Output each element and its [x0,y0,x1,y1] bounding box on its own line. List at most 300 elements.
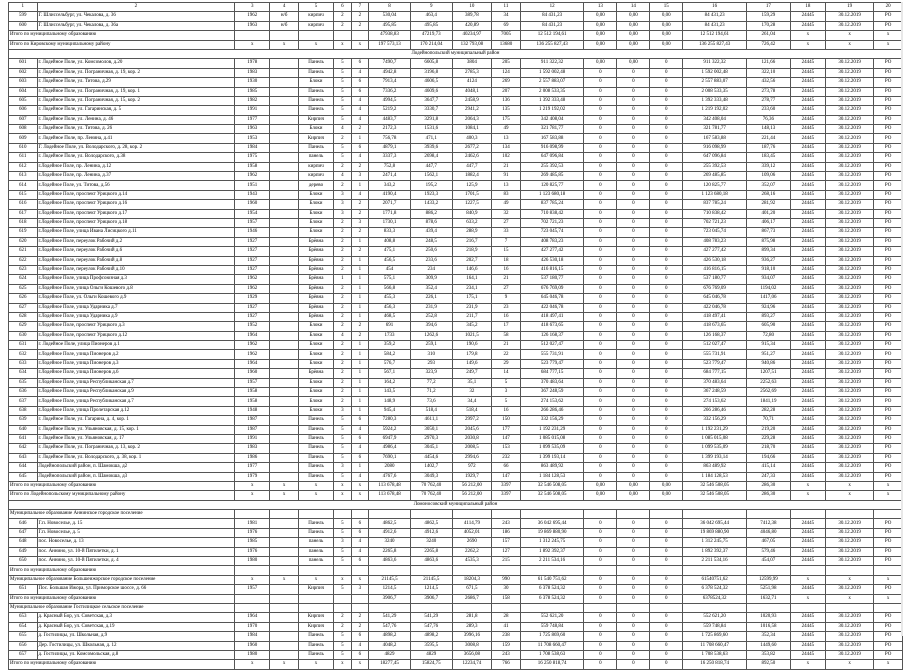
table-cell: 40234,97 [452,31,492,40]
table-cell: 24445 [790,538,825,547]
table-cell: 0 [584,369,617,378]
section-heading-row [9,49,903,58]
table-cell: 640 [9,425,38,434]
table-cell: 4898,2 [369,632,411,641]
table-cell [270,547,299,556]
table-cell: 3 [334,209,352,218]
table-cell: 5 [334,528,352,537]
table-cell [452,510,492,519]
table-cell: 0 [617,228,650,237]
table-cell: 447,7 [410,162,452,171]
table-row [9,294,903,303]
table-cell: 0 [617,218,650,227]
table-cell: 0,00 [584,59,617,68]
table-cell [270,96,299,105]
table-cell: 512 027,47 [520,341,584,350]
table-cell: 12 512 194,61 [520,31,584,40]
table-cell: 1977 [235,463,270,472]
table-cell [790,510,825,519]
table-cell: 6 [351,650,369,659]
table-cell: Брёвна [298,303,333,312]
table-cell: 1927 [235,237,270,246]
table-cell: 0 [650,369,683,378]
table-cell: 286,30 [746,491,790,500]
table-cell: Панель [298,59,333,68]
table-cell: 645 046,78 [683,294,747,303]
table-cell: 2 [334,228,352,237]
table-cell: 221,44 [746,134,790,143]
table-cell: 1930 [235,78,270,87]
table-cell: х [334,660,352,669]
table-cell: 24445 [790,341,825,350]
table-cell: 1 [351,312,369,321]
table-cell: 2 008 533,35 [683,87,747,96]
column-number: 2 [37,3,235,12]
table-cell: 0 [650,190,683,199]
table-cell: 3240 [369,538,411,547]
table-cell: 603 [9,78,38,87]
table-cell [520,510,584,519]
table-cell: 18277,45 [369,660,411,669]
table-cell: 1991 [235,106,270,115]
column-number: 16 [683,3,747,12]
table-cell: РО [874,12,903,21]
table-cell: 0 [617,613,650,622]
table-cell: 205 [492,59,521,68]
table-cell: х [298,481,333,490]
table-cell: 0 [650,294,683,303]
table-cell: 408 783,23 [683,237,747,246]
table-cell: 1 [351,406,369,415]
table-cell: 113 678,48 [369,491,411,500]
table-cell: 102 [492,153,521,162]
table-cell: 153 [492,444,521,453]
table-cell: 0 [617,472,650,481]
table-cell: 0,00 [617,12,650,21]
table-cell [452,566,492,575]
table-cell: 30.12.2019 [825,256,873,265]
table-cell: 30.12.2019 [825,87,873,96]
table-cell: х [334,491,352,500]
table-cell: 34 [492,12,521,21]
table-cell: 4 [334,172,352,181]
table-cell: 3330,7 [410,106,452,115]
table-cell: 56 212,00 [452,491,492,500]
table-cell: 899,34 [746,247,790,256]
section-heading: Ломоносовский муниципальный район [9,500,903,509]
table-cell: 647 096,84 [683,153,747,162]
table-row [9,303,903,312]
table-cell: 0 [584,594,617,603]
table-row [9,312,903,321]
table-cell: 3 [351,585,369,594]
table-cell: х [351,40,369,49]
table-cell: 5251,98 [746,585,790,594]
address-cell: Дер. Гостилицы, ул. Школьная, д. 12 [37,641,235,650]
table-cell: 607 [9,115,38,124]
section-heading-row [9,500,903,509]
table-cell: 2 [334,21,352,30]
table-row [9,200,903,209]
table-cell: 7412,38 [746,519,790,528]
table-cell: 2 [351,613,369,622]
address-cell: г.Лодейное Поле, улица Ивана Лисицкого д.11 [37,228,235,237]
table-cell: 684 777,15 [520,369,584,378]
address-cell: д. Гостилицы, ул. Комсомольская, д.8 [37,650,235,659]
table-cell: 631 [9,341,38,350]
table-cell: 1987 [235,425,270,434]
table-cell: 454 [369,265,411,274]
table-cell: 0 [584,312,617,321]
table-cell: 0 [584,96,617,105]
table-cell [617,510,650,519]
table-cell: РО [874,59,903,68]
table-cell: 207 [492,87,521,96]
table-cell: 1402,7 [410,463,452,472]
table-cell: х [790,481,825,490]
table-cell: 878,6 [410,218,452,227]
table-cell: н/б [270,12,299,21]
table-cell: 0 [650,228,683,237]
table-cell: 136 255 827,43 [520,40,584,49]
table-cell: 0 [617,463,650,472]
table-cell: 537 180,77 [683,275,747,284]
row-label: Итого по Лодейнопольскому муниципальному району [9,491,235,500]
table-cell: 84 431,23 [683,12,747,21]
table-cell: 21 [492,275,521,284]
table-cell: 0 [584,172,617,181]
table-cell: 1084,1 [452,125,492,134]
table-cell: 3656,08 [452,650,492,659]
table-cell: 1978 [235,59,270,68]
table-cell: 0,00 [617,481,650,490]
table-cell [270,594,299,603]
table-cell: 24445 [790,256,825,265]
table-cell: 24445 [790,172,825,181]
table-cell: 1985 [235,87,270,96]
table-cell: 0 [584,359,617,368]
table-cell: 691 [369,322,411,331]
table-cell: 3397 [492,491,521,500]
table-cell: 70 762,40 [410,491,452,500]
table-cell: 863 489,92 [520,463,584,472]
table-cell: 6 [351,528,369,537]
table-cell: 1981 [235,519,270,528]
table-row [9,528,903,537]
table-cell: 0 [584,650,617,659]
table-cell: 5 [334,453,352,462]
table-cell: 0 [617,256,650,265]
address-cell: д. Красный Бор, ул. Советская, д.3 [37,613,235,622]
table-cell: 1882,4 [452,172,492,181]
table-cell: 281,8 [452,613,492,622]
table-cell: Панель [298,519,333,528]
table-cell: 27 [492,284,521,293]
table-cell: 645 046,78 [520,294,584,303]
subtotal-row [9,510,903,519]
table-cell [270,275,299,284]
table-cell: 1 [351,359,369,368]
table-cell: 1962 [235,350,270,359]
table-cell: 1964 [235,359,270,368]
subtotal-row [9,575,903,584]
table-cell: Панель [298,106,333,115]
table-cell: 934,07 [746,275,790,284]
table-cell: 615 [9,190,38,199]
table-cell: 24445 [790,59,825,68]
table-cell: 2252,63 [746,378,790,387]
table-cell: 2 [351,331,369,340]
table-cell: 0 [617,106,650,115]
table-cell: 0 [617,594,650,603]
table-cell: 2 [334,218,352,227]
table-cell: 0 [617,172,650,181]
table-cell: 1958 [235,162,270,171]
table-cell: 1963 [235,21,270,30]
table-cell: 0 [617,453,650,462]
table-cell: 2008,5 [452,444,492,453]
table-cell: 644 [9,463,38,472]
table-cell: 24445 [790,78,825,87]
table-cell [298,510,333,519]
address-cell: г. Лодейное Поле, ул. Ульяновская, д. 17 [37,434,235,443]
table-cell: 32 546 508,05 [520,481,584,490]
table-cell: РО [874,369,903,378]
table-cell: 1962 [235,275,270,284]
column-number: 19 [825,3,873,12]
table-cell: 321 781,77 [520,125,584,134]
table-cell: 9 [492,294,521,303]
table-cell: 3906,7 [410,594,452,603]
table-cell: 24445 [790,106,825,115]
table-cell: 2471,4 [369,172,411,181]
table-cell: 2 [334,247,352,256]
table-cell: 0 [584,265,617,274]
table-cell [270,641,299,650]
table-cell [270,181,299,190]
table-cell: РО [874,453,903,462]
table-cell: 7280,3 [369,416,411,425]
table-cell: 30.12.2019 [825,613,873,622]
table-cell [270,143,299,152]
table-row [9,538,903,547]
table-cell: 2 [334,134,352,143]
table-cell: 30.12.2019 [825,218,873,227]
table-cell: Кирпич [298,622,333,631]
address-cell: г. Лодейное Поле, ул. Пограничная, д. 13, кор. 2 [37,444,235,453]
table-cell: Панель [298,425,333,434]
table-cell: 30.12.2019 [825,406,873,415]
table-cell: 628 [9,312,38,321]
table-cell: 32 [492,209,521,218]
table-cell: 0 [584,613,617,622]
table-cell: 266 286,46 [683,406,747,415]
table-cell: 30.12.2019 [825,622,873,631]
table-cell: 0 [617,660,650,669]
table-row [9,406,903,415]
table-cell: 422 046,78 [520,303,584,312]
table-cell: 29 [492,359,521,368]
table-cell: 195,2 [410,181,452,190]
table-cell: 1923,3 [410,190,452,199]
table-cell: 455,3 [369,294,411,303]
table-cell: х [235,40,270,49]
table-cell: 30.12.2019 [825,247,873,256]
table-cell: 3397 [492,481,521,490]
table-cell: 408 783,23 [520,237,584,246]
table-cell: 0 [584,519,617,528]
table-cell: 22 [492,350,521,359]
table-cell: РО [874,87,903,96]
table-cell: 24445 [790,134,825,143]
table-cell [790,604,825,613]
table-cell: РО [874,125,903,134]
address-cell: г.Лодейное Поле, улица Пионеров д.2 [37,350,235,359]
table-cell: 0 [650,237,683,246]
table-cell: РО [874,143,903,152]
table-cell [270,557,299,566]
table-cell [492,566,521,575]
table-cell: 2 [334,303,352,312]
table-cell: х [235,481,270,490]
table-cell: 147 [492,472,521,481]
table-cell: 49 [492,200,521,209]
table-cell: 7690,1 [369,453,411,462]
table-cell: 2 [351,247,369,256]
table-cell: 12 512 194,61 [683,31,747,40]
table-cell: 0 [617,284,650,293]
table-cell: 91 [492,172,521,181]
table-cell: 552 621,20 [683,613,747,622]
table-cell: 766 [492,660,521,669]
table-cell: РО [874,172,903,181]
table-cell: 218,9 [452,247,492,256]
table-cell: 6 [351,453,369,462]
table-cell: 4124 [452,78,492,87]
table-cell: 0 [584,237,617,246]
table-cell: РО [874,425,903,434]
table-cell: 21145,5 [369,575,411,584]
table-cell: 1 [351,463,369,472]
table-cell: 1 [351,275,369,284]
table-cell: 1 399 193,14 [520,453,584,462]
table-cell: 30.12.2019 [825,12,873,21]
table-cell: 30.12.2019 [825,294,873,303]
table-cell: 7336,2 [369,87,411,96]
table-cell: 916 098,99 [683,143,747,152]
table-cell: 0,00 [584,40,617,49]
table-cell: Блоки [298,350,333,359]
table-cell: 157 [492,538,521,547]
table-cell: 24445 [790,153,825,162]
table-cell: 0 [650,106,683,115]
table-cell: 202,7 [452,256,492,265]
address-cell: Г. Шлиссельбург, ул. Чекалова, д. 36а [37,21,235,30]
table-cell: х [874,40,903,49]
table-cell: 187,76 [746,143,790,152]
table-cell: 4986,4 [369,444,411,453]
table-cell: 273,78 [746,87,790,96]
table-cell: х [790,40,825,49]
table-cell: 2994,6 [452,453,492,462]
table-cell: 3008,8 [452,641,492,650]
address-cell: г. Лодейное Поле, ул. Гагаринская, д. 5 [37,106,235,115]
table-cell: Панель [298,632,333,641]
table-cell [298,566,333,575]
address-cell: Г.п. Новоселье, д. 5 [37,528,235,537]
table-cell: 226,1 [410,294,452,303]
table-cell: 0 [650,519,683,528]
table-cell: Брёвна [298,256,333,265]
table-cell: 495,85 [369,21,411,30]
table-cell: х [351,575,369,584]
table-cell: РО [874,134,903,143]
table-cell: 0 [617,538,650,547]
table-cell: 2 [334,341,352,350]
table-cell: 3906,7 [369,594,411,603]
table-cell: 1021,5 [452,331,492,340]
address-cell: д. Красный Бор, ул. Советская, д.19 [37,622,235,631]
address-cell: г. Лодейное Поле, ул. Титова, д.29 [37,78,235,87]
table-cell: 0 [617,519,650,528]
table-cell: 27 [492,218,521,227]
table-cell: 418 673,65 [520,322,584,331]
table-cell: 2458,9 [452,96,492,105]
table-cell [492,510,521,519]
table-cell: 1 592 002,48 [683,68,747,77]
table-cell: х [874,491,903,500]
table-cell [270,31,299,40]
address-cell: г.Лодейное Поле, переулок Рабочий д.10 [37,265,235,274]
table-cell: 164,2 [369,378,411,387]
table-cell: 310 [410,350,452,359]
table-cell [351,31,369,40]
table-cell: 467,05 [746,538,790,547]
table-cell [270,59,299,68]
table-cell: РО [874,294,903,303]
table-cell: 0 [584,622,617,631]
table-cell: 3939,6 [410,143,452,152]
table-cell: 2997,2 [452,416,492,425]
table-cell [683,604,747,613]
table-cell: 1963 [235,125,270,134]
table-cell: 0 [584,200,617,209]
table-cell: РО [874,472,903,481]
table-cell: 0 [617,547,650,556]
table-cell: 0 [584,388,617,397]
table-cell: 0 [650,143,683,152]
table-cell: 0 [617,153,650,162]
address-cell: г. Лодейное Поле, ул. Пограничная, д. 15, кор. 2 [37,96,235,105]
table-cell: 1977 [235,115,270,124]
table-cell: 408,8 [369,237,411,246]
table-cell: 2785,3 [452,68,492,77]
table-cell: 0 [584,181,617,190]
table-cell: 0 [650,209,683,218]
table-cell: 5 [334,519,352,528]
address-cell: г.Лодейное Поле, улица Профсоюзная д.3 [37,275,235,284]
table-cell: 84 431,23 [683,21,747,30]
table-cell: 4942,8 [369,68,411,77]
table-cell: 4863,6 [369,557,411,566]
table-cell: 2 [334,265,352,274]
table-cell: 132 793,08 [452,40,492,49]
table-cell: 863 489,92 [683,463,747,472]
table-cell: 1 [351,350,369,359]
table-cell [825,566,873,575]
table-cell: х [790,491,825,500]
table-cell: 0 [617,181,650,190]
